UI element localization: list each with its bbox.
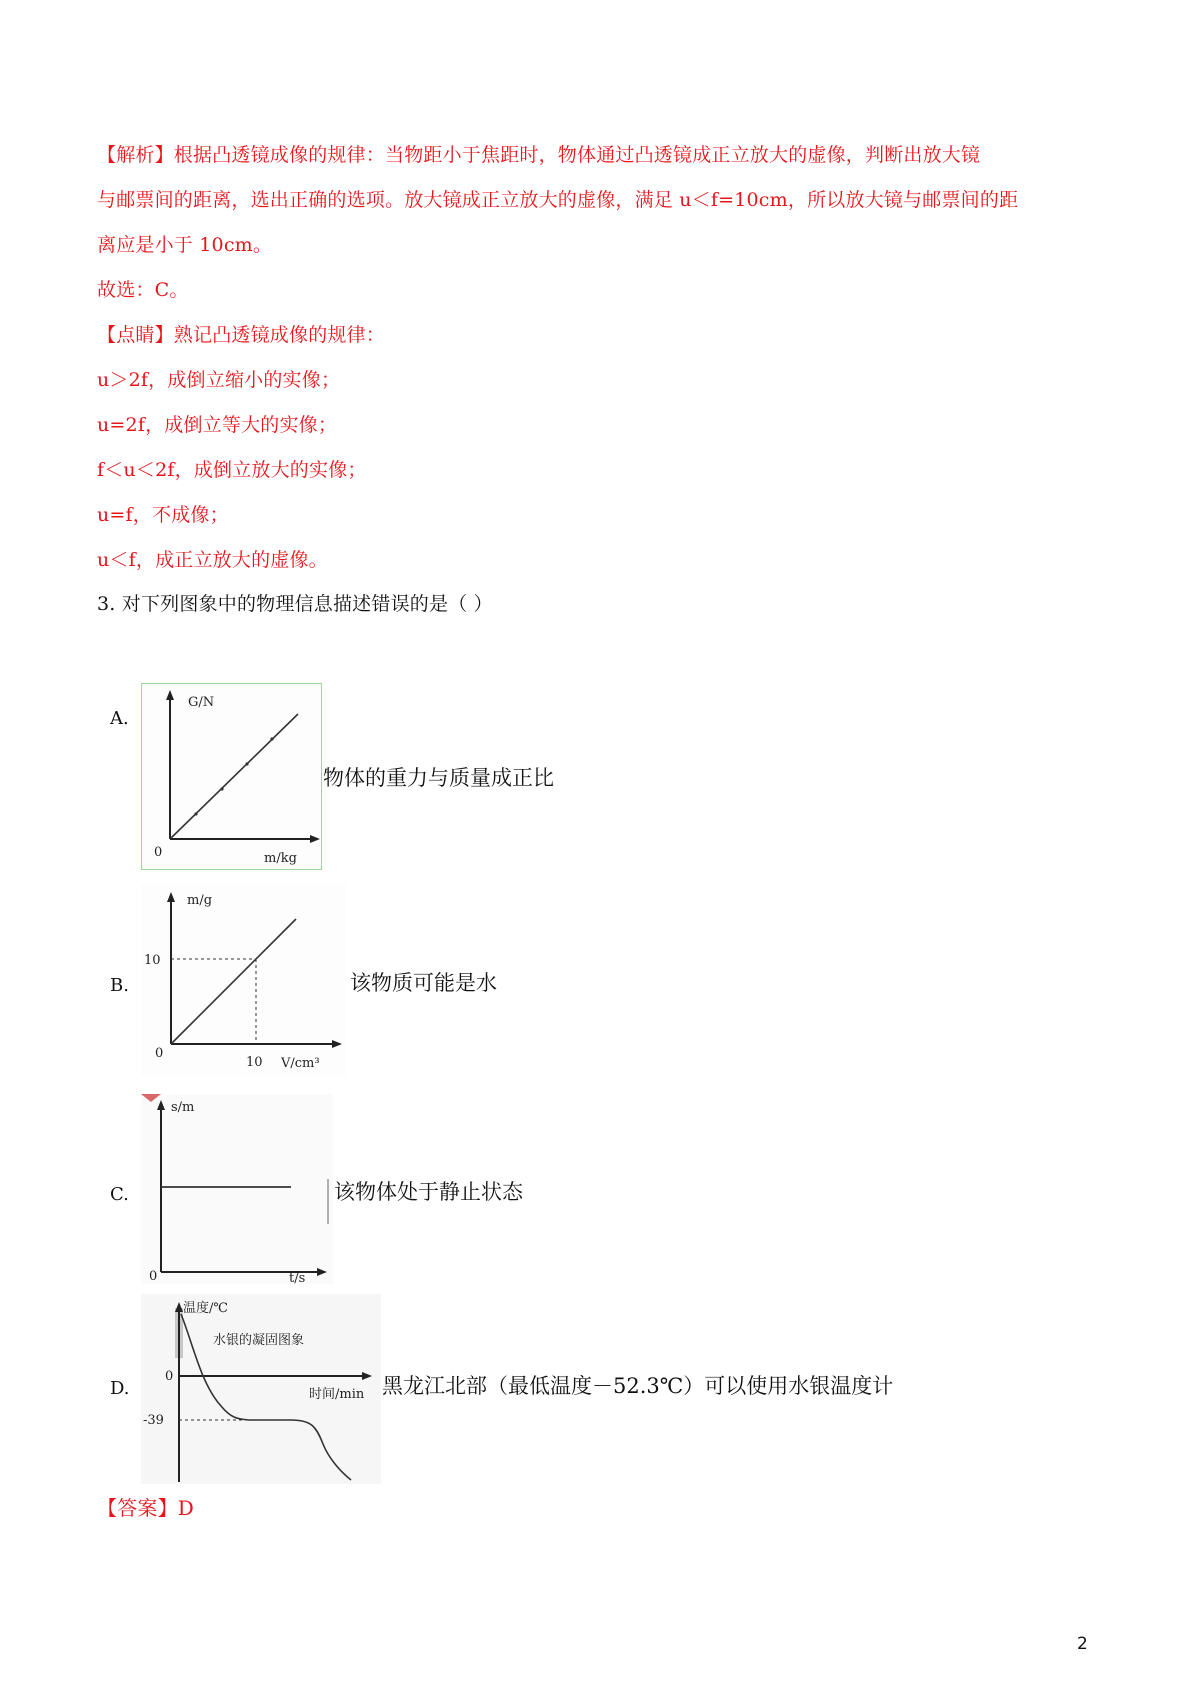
option-c-origin: 0 (149, 1269, 158, 1284)
option-d-x-label: 时间/min (309, 1387, 365, 1402)
option-a-x-label: m/kg (264, 851, 297, 866)
option-d-y-label: 温度/℃ (183, 1301, 228, 1316)
option-a-y-label: G/N (188, 695, 215, 710)
tip-rule-2: u=2f，成倒立等大的实像； (97, 414, 338, 436)
option-c-graph (141, 1094, 333, 1284)
page-number: 2 (1077, 1634, 1088, 1654)
option-b-graph (141, 884, 346, 1076)
option-a-text: 物体的重力与质量成正比 (323, 766, 554, 790)
option-b-y-label: m/g (187, 893, 213, 908)
option-b-letter: B. (110, 975, 129, 996)
option-c-letter: C. (110, 1184, 129, 1205)
question-stem: 3. 对下列图象中的物理信息描述错误的是（ ） (97, 593, 493, 615)
option-a-letter: A. (110, 708, 129, 729)
option-c-text: 该物体处于静止状态 (334, 1180, 523, 1204)
option-d-y-tick: -39 (143, 1413, 164, 1428)
option-b-origin: 0 (155, 1046, 164, 1061)
analysis-line-2: 与邮票间的距离，选出正确的选项。放大镜成正立放大的虚像，满足 u＜f=10cm，所以放大镜与邮票间的距 (97, 189, 1019, 211)
tip-rule-3: f＜u＜2f，成倒立放大的实像； (97, 459, 367, 481)
tip-title: 【点睛】熟记凸透镜成像的规律： (97, 324, 386, 346)
option-c-y-label: s/m (171, 1100, 195, 1115)
analysis-line-1: 【解析】根据凸透镜成像的规律：当物距小于焦距时，物体通过凸透镜成正立放大的虚像，判断出放大镜 (97, 144, 981, 166)
option-d-text: 黑龙江北部（最低温度－52.3℃）可以使用水银温度计 (382, 1374, 894, 1398)
tip-rule-5: u＜f，成正立放大的虚像。 (97, 549, 328, 571)
option-b-x-label: V/cm³ (281, 1056, 320, 1071)
option-d-origin: 0 (165, 1369, 174, 1384)
option-a-graph (141, 683, 322, 870)
analysis-line-3: 离应是小于 10cm。 (97, 234, 273, 256)
tip-rule-1: u＞2f，成倒立缩小的实像； (97, 369, 341, 391)
option-d-caption: 水银的凝固图象 (213, 1333, 305, 1348)
analysis-choice: 故选：C。 (97, 279, 189, 301)
option-d-graph (141, 1294, 381, 1484)
option-d-letter: D. (110, 1378, 130, 1399)
option-a-origin: 0 (154, 845, 163, 860)
option-b-x-tick: 10 (246, 1055, 263, 1070)
option-b-text: 该物质可能是水 (350, 971, 497, 995)
answer: 【答案】D (97, 1496, 195, 1520)
option-b-y-tick: 10 (144, 953, 161, 968)
option-c-x-label: t/s (289, 1271, 306, 1284)
tip-rule-4: u=f，不成像； (97, 504, 229, 526)
